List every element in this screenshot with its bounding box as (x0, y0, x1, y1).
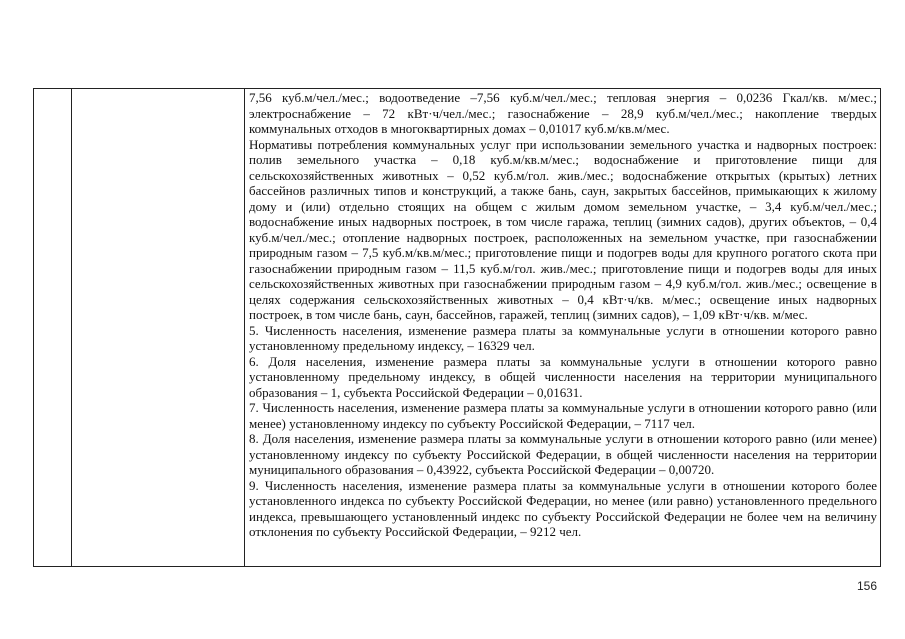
table-column-divider (244, 89, 245, 566)
document-table (33, 88, 881, 567)
paragraph-item-6: 6. Доля населения, изменение размера платы за коммунальные услуги в отношении которого равно установленному предельному индексу, в общей численности населения на территории муниципального образования – 1, субъекта Российской Федерации – 0,01631. (249, 353, 877, 400)
paragraph-item-9: 9. Численность населения, изменение размера платы за коммунальные услуги в отношении которого более установленного индекса по субъекту Российской Федерации, но менее (или равно) установленного предельного индекса, превышающего установленный индекс по субъекту Российской Федерации не более чем на величину отклонения по субъекту Российской Федерации, – 9212 чел. (249, 477, 877, 539)
paragraph-land-plot-norms: Нормативы потребления коммунальных услуг при использовании земельного участка и надворных построек: полив земельного участка – 0,18 куб.м/кв.м/мес.; водоснабжение и приготовление пищи для сельскохозяйственных животных – 0,52 куб.м/гол. жив./мес.; водоснабжение открытых (крытых) летних бассейнов различных типов и конструкций, а также бань, саун, закрытых бассейнов, примыкающих к жилому дому и (или) отдельно стоящих на общем с жилым домом земельном участке, – 3,4 куб.м/чел./мес.; водоснабжение иных надворных построек, в том числе гаража, теплиц (зимних садов), других объектов, – 0,4 куб.м/чел./мес.; отопление надворных построек, расположенных на земельном участке, при газоснабжении природным газом – 7,5 куб.м/кв.м/мес.; приготовление пищи и подогрев воды для крупного рогатого скота при газоснабжении природным газом – 11,5 куб.м/гол. жив./мес.; приготовление пищи и подогрев воды для иных сельскохозяйственных животных при газоснабжении природным газом – 4,9 куб.м/гол. жив./мес.; освещение в целях содержания сельскохозяйственных животных – 0,4 кВт·ч/кв. м/мес.; освещение иных надворных построек, в том числе бань, саун, бассейнов, гаражей, теплиц (зимних садов), – 1,09 кВт·ч/кв. м/мес. (249, 136, 877, 322)
paragraph-item-7: 7. Численность населения, изменение размера платы за коммунальные услуги в отношении которого равно (или менее) установленному индексу по субъекту Российской Федерации, – 7117 чел. (249, 400, 877, 431)
paragraph-item-5: 5. Численность населения, изменение размера платы за коммунальные услуги в отношении которого равно установленному предельному индексу, – 16329 чел. (249, 322, 877, 353)
table-content-cell (249, 90, 877, 566)
table-column-divider (71, 89, 72, 566)
page-number: 156 (856, 579, 877, 593)
paragraph-utility-norms: 7,56 куб.м/чел./мес.; водоотведение –7,56 куб.м/чел./мес.; тепловая энергия – 0,0236 Гкал/кв. м/мес.; электроснабжение – 72 кВт·ч/чел./мес.; газоснабжение – 28,9 куб.м/чел./мес.; накопление твердых коммунальных отходов в многоквартирных домах – 0,01017 куб.м/кв.м/мес. (249, 90, 877, 136)
paragraph-item-8: 8. Доля населения, изменение размера платы за коммунальные услуги в отношении которого равно (или менее) установленному индексу по субъекту Российской Федерации, в общей численности населения на территории муниципального образования – 0,43922, субъекта Российской Федерации – 0,00720. (249, 431, 877, 477)
